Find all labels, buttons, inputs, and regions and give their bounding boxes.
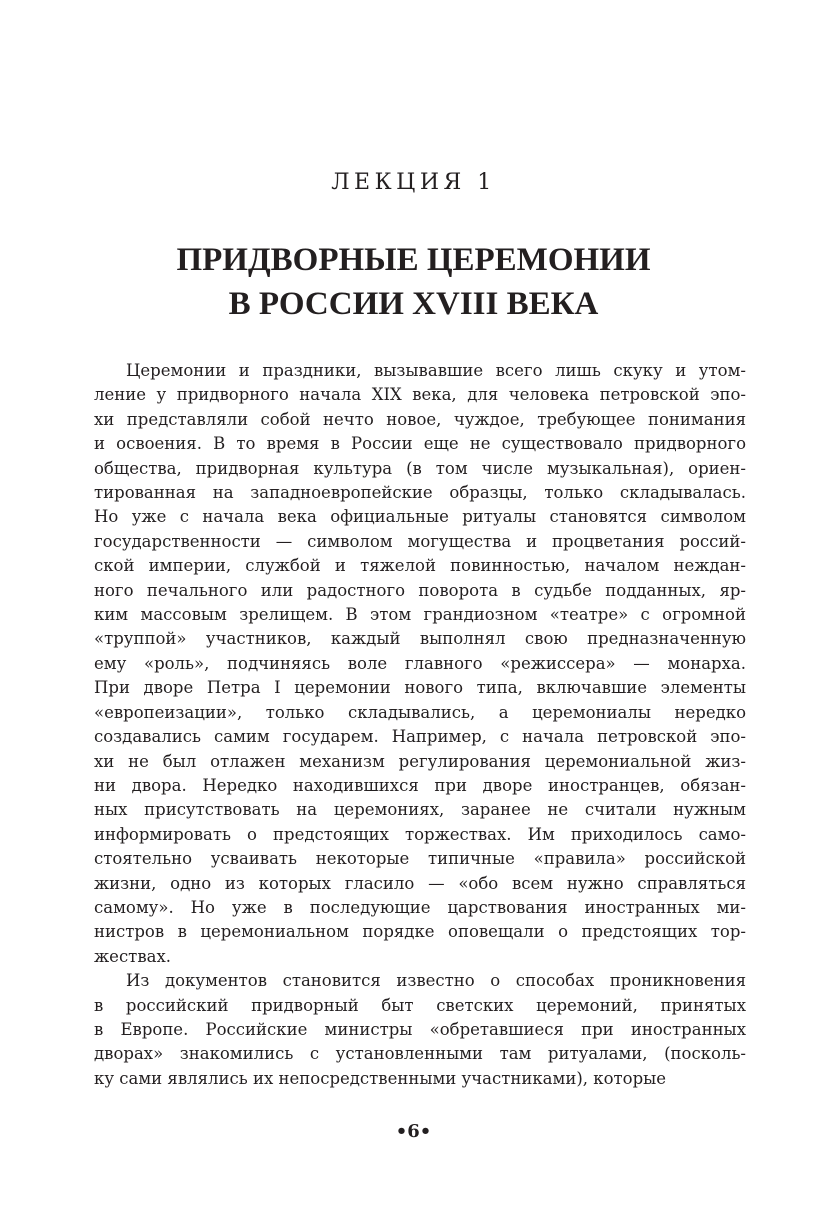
text-line: ных присутствовать на церемониях, заранее не считали нужным	[94, 800, 746, 820]
text-line: Из документов становится известно о способах проникновения	[126, 971, 746, 991]
text-line: жизни, одно из которых гласило — «обо всем нужно справляться	[94, 873, 746, 893]
text-line: «труппой» участников, каждый выполнял свою предназначенную	[94, 629, 746, 649]
chapter-title-line-2: В РОССИИ XVIII ВЕКА	[228, 286, 599, 322]
text-line: общества, придворная культура (в том числе музыкальная), ориен-	[94, 458, 746, 478]
text-line: ление у придворного начала XIX века, для человека петровской эпо-	[94, 385, 746, 405]
chapter-title	[60, 238, 767, 326]
text-line: в Европе. Российские министры «обретавшиеся при иностранных	[94, 1019, 746, 1039]
body-text	[94, 359, 746, 1091]
text-line: «европеизации», только складывались, а церемониалы нередко	[94, 702, 746, 722]
text-line: ку сами являлись их непосредственными участниками), которые	[94, 1068, 667, 1088]
text-line: нистров в церемониальном порядке оповещали о предстоящих тор-	[94, 922, 746, 942]
text-line: государственности — символом могущества и процветания россий-	[94, 531, 746, 551]
text-line: ни двора. Нередко находившихся при дворе иностранцев, обязан-	[94, 775, 746, 795]
text-line: ской империи, службой и тяжелой повинностью, началом неждан-	[94, 556, 746, 576]
chapter-title-line-1: ПРИДВОРНЫЕ ЦЕРЕМОНИИ	[176, 242, 651, 278]
text-line: создавались самим государем. Например, с начала петровской эпо-	[94, 727, 746, 747]
text-line: ему «роль», подчиняясь воле главного «режиссера» — монарха.	[94, 653, 746, 673]
text-line: информировать о предстоящих торжествах. Им приходилось само-	[94, 824, 746, 844]
text-line: и освоения. В то время в России еще не существовало придворного	[94, 434, 746, 454]
text-line: ким массовым зрелищем. В этом грандиозном «театре» с огромной	[94, 605, 746, 625]
paragraph	[94, 969, 746, 1091]
text-line: ного печального или радостного поворота в судьбе подданных, яр-	[94, 580, 746, 600]
text-line: самому». Но уже в последующие царствования иностранных ми-	[94, 897, 746, 917]
paragraph	[94, 359, 746, 969]
text-line: жествах.	[94, 946, 171, 966]
lecture-label: ЛЕКЦИЯ 1	[331, 170, 496, 195]
text-line: Церемонии и праздники, вызывавшие всего лишь скуку и утом-	[126, 361, 746, 380]
page-number: •6•	[395, 1121, 432, 1142]
text-line: хи не был отлажен механизм регулирования церемониальной жиз-	[94, 751, 746, 771]
text-line: дворах» знакомились с установленными там ритуалами, (посколь-	[94, 1044, 746, 1064]
text-line: в российский придворный быт светских церемоний, принятых	[94, 995, 746, 1015]
text-line: стоятельно усваивать некоторые типичные «правила» российской	[94, 849, 746, 869]
text-line: При дворе Петра I церемонии нового типа, включавшие элементы	[94, 678, 746, 698]
text-line: тированная на западноевропейские образцы, только складывалась.	[94, 483, 746, 503]
text-line: Но уже с начала века официальные ритуалы становятся символом	[94, 507, 746, 527]
text-line: хи представляли собой нечто новое, чуждое, требующее понимания	[94, 409, 746, 429]
